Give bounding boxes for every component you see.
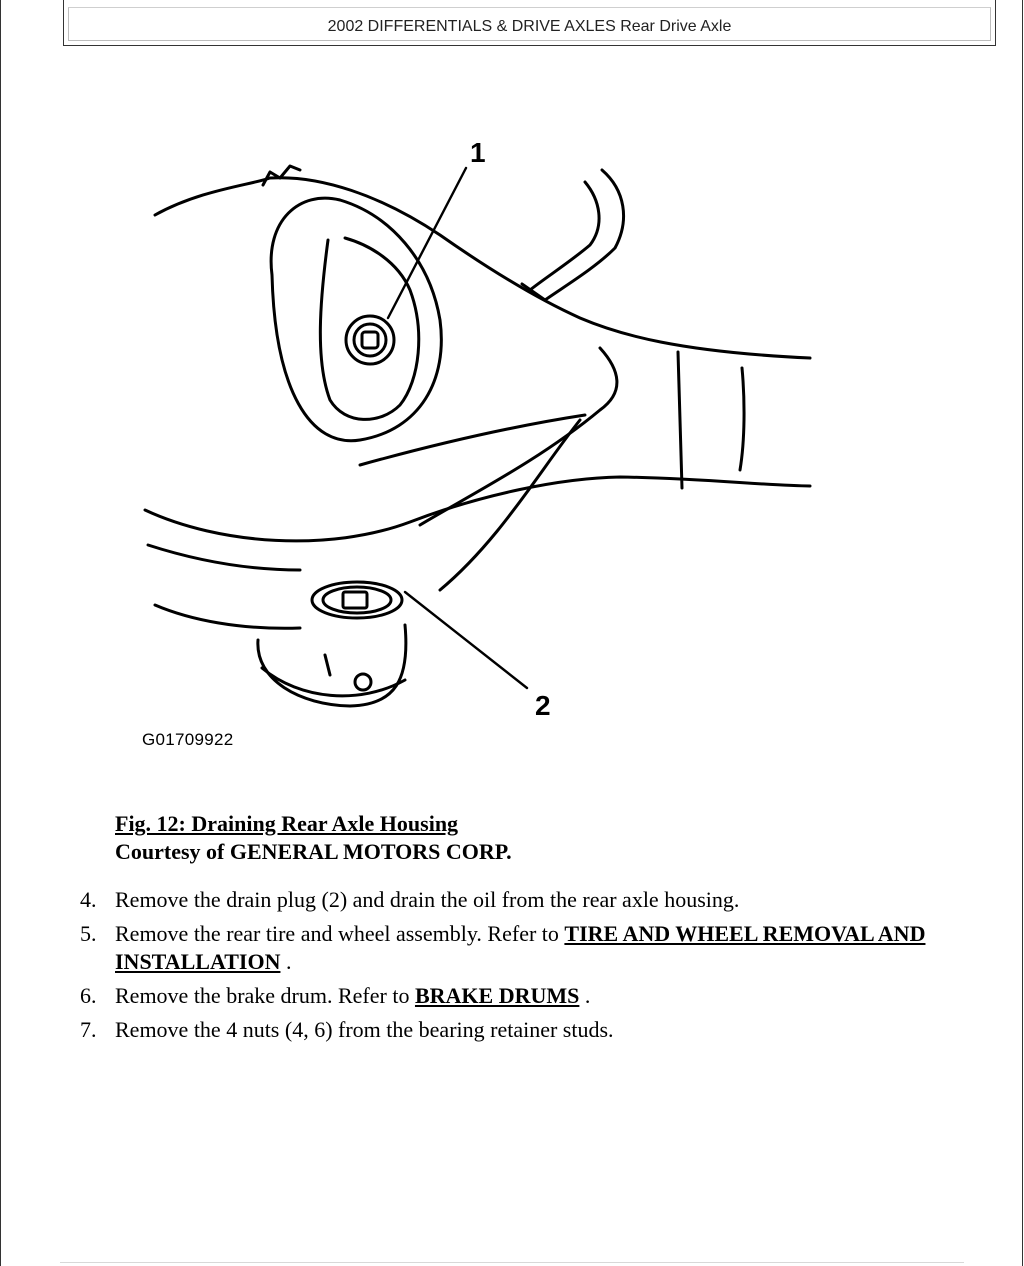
procedure-steps [80, 886, 960, 1050]
step-suffix: . [280, 949, 292, 974]
step-number: 6. [80, 983, 97, 1008]
step-text: Remove the 4 nuts (4, 6) from the bearing retainer studs. [115, 1017, 614, 1042]
page-header-title: 2002 DIFFERENTIALS & DRIVE AXLES Rear Drive Axle [327, 18, 732, 35]
step-number: 7. [80, 1017, 97, 1042]
procedure-step [80, 982, 960, 1010]
tire-and-wheel-removal-link[interactable]: TIRE AND WHEEL REMOVAL AND INSTALLATION [115, 921, 926, 974]
figure-id-label: G01709922 [142, 730, 234, 749]
procedure-step [80, 1016, 960, 1044]
callout-label-1: 1 [470, 137, 486, 168]
axle-housing-illustration [130, 130, 830, 760]
procedure-step [80, 920, 960, 976]
procedure-step [80, 886, 960, 914]
step-number: 4. [80, 887, 97, 912]
figure-caption [115, 810, 512, 866]
page-right-edge [1022, 0, 1023, 1266]
step-text: Remove the brake drum. Refer to [115, 983, 415, 1008]
page-left-edge [0, 0, 1, 1266]
step-text: Remove the rear tire and wheel assembly. Refer to [115, 921, 565, 946]
brake-drums-link[interactable]: BRAKE DRUMS [414, 983, 580, 1008]
step-suffix: . [579, 983, 591, 1008]
callout-label-2: 2 [535, 690, 551, 721]
figure-caption-credit: Courtesy of GENERAL MOTORS CORP. [115, 839, 512, 864]
figure-caption-title: Fig. 12: Draining Rear Axle Housing [115, 811, 459, 836]
page-bottom-rule [60, 1262, 964, 1263]
page-header [63, 0, 996, 46]
step-text: Remove the drain plug (2) and drain the oil from the rear axle housing. [115, 887, 740, 912]
step-number: 5. [80, 921, 97, 946]
